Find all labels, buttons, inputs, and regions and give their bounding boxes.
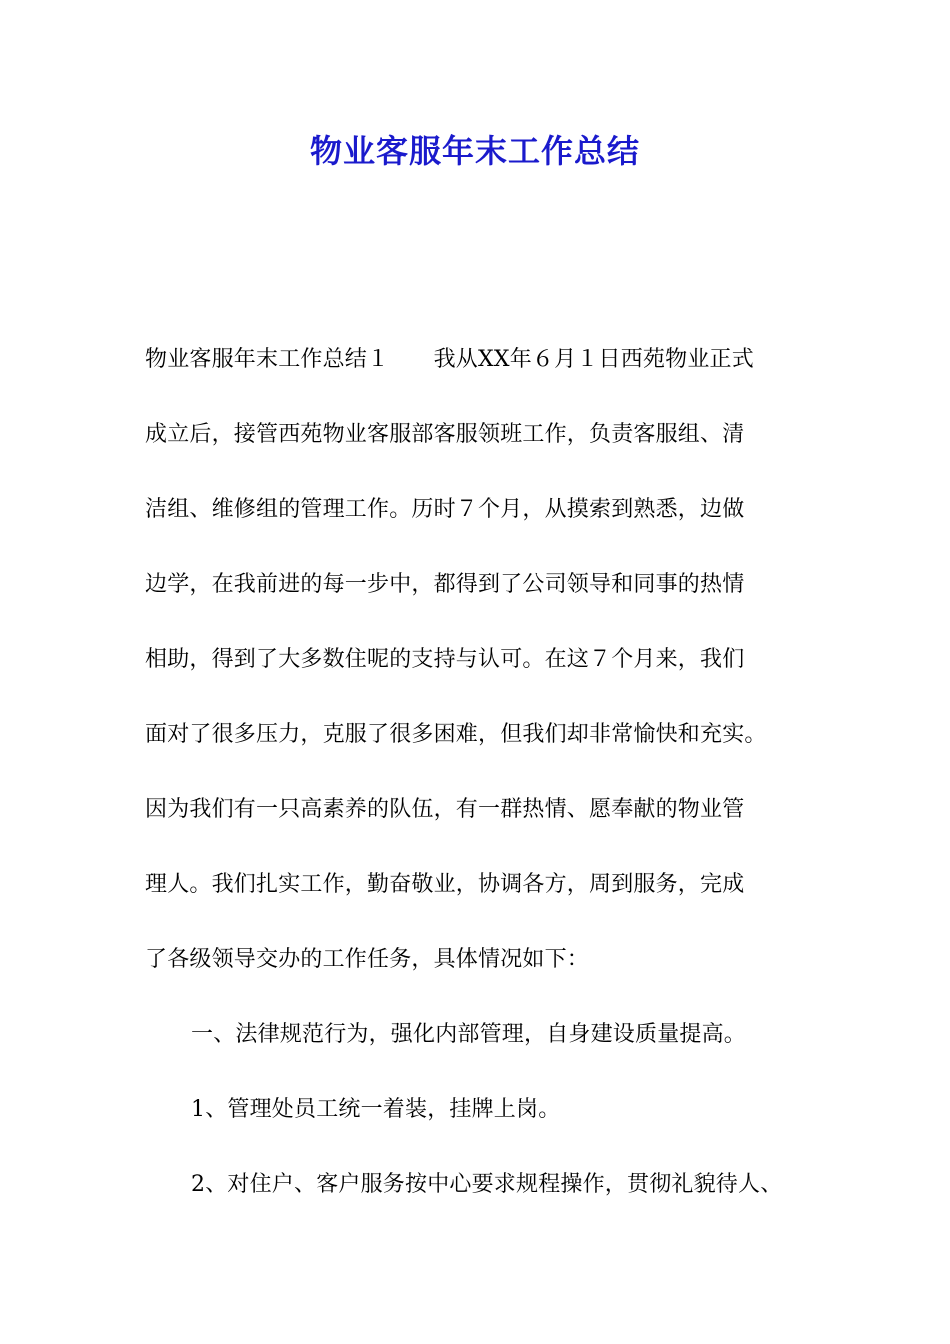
body-line: 1、管理处员工统一着装，挂牌上岗。	[191, 1097, 561, 1122]
body-line: 相助，得到了大多数住呢的支持与认可。在这７个月来，我们	[145, 647, 745, 672]
body-line: 面对了很多压力，克服了很多困难，但我们却非常愉快和充实。	[145, 722, 767, 747]
body-line: 理人。我们扎实工作，勤奋敬业，协调各方，周到服务，完成	[145, 872, 745, 897]
document-body	[145, 338, 825, 1238]
body-line: 一、法律规范行为，强化内部管理，自身建设质量提高。	[191, 1022, 747, 1047]
body-line: 2、对住户、客户服务按中心要求规程操作，贯彻礼貌待人、	[191, 1172, 783, 1197]
document-title: 物业客服年末工作总结	[309, 132, 640, 170]
body-line: 因为我们有一只高素养的队伍，有一群热情、愿奉献的物业管	[145, 797, 745, 822]
body-line: 了各级领导交办的工作任务，具体情况如下：	[145, 947, 590, 972]
body-line: 边学，在我前进的每一步中，都得到了公司领导和同事的热情	[145, 572, 745, 597]
body-line: 洁组、维修组的管理工作。历时７个月，从摸索到熟悉，边做	[145, 497, 745, 522]
body-line: 物业客服年末工作总结１ 我从XX年６月１日西苑物业正式	[145, 347, 754, 372]
body-line: 成立后，接管西苑物业客服部客服领班工作，负责客服组、清	[145, 422, 745, 447]
